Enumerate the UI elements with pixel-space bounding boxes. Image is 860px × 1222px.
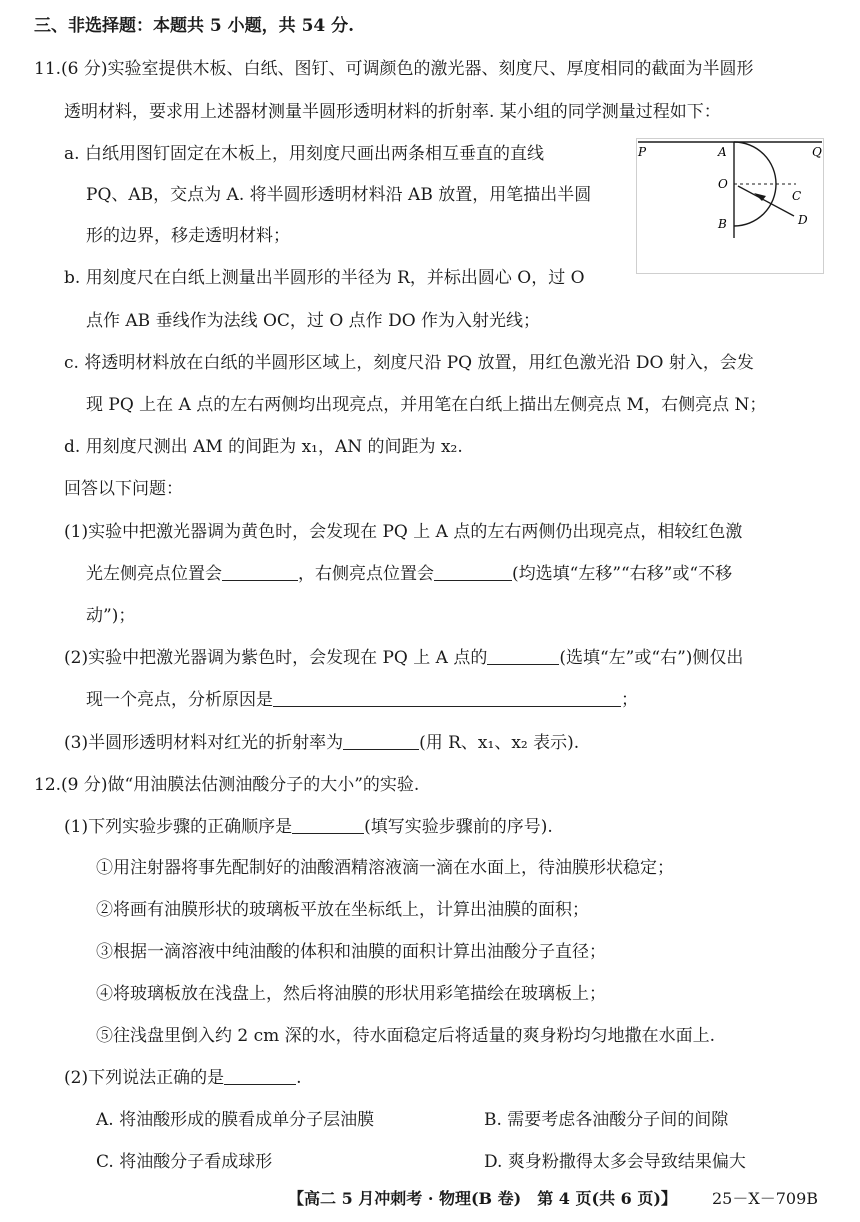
q11-sub1-line-3: 动”)； [86, 606, 136, 626]
q12-step-4: ④将玻璃板放在浅盘上，然后将油膜的形状用彩笔描绘在玻璃板上； [96, 984, 606, 1004]
q11-sub3-text-b: (用 R、x₁、x₂ 表示). [419, 733, 580, 753]
q12-sub2-blank[interactable] [224, 1066, 296, 1085]
q11-sub3-text-a: (3)半圆形透明材料对红光的折射率为 [64, 733, 344, 753]
q12-option-c: C. 将油酸分子看成球形 [96, 1152, 273, 1172]
q11-sub3-blank[interactable] [343, 731, 419, 750]
q11-step-a-line-3: 形的边界，移走透明材料； [86, 226, 290, 246]
page-code: 25－X－709B [712, 1189, 819, 1208]
label-q: Q [812, 145, 822, 159]
q12-sub2-line [64, 1066, 302, 1090]
q11-sub1-blank-1[interactable] [222, 562, 298, 581]
q11-header-text-1: 实验室提供木板、白纸、图钉、可调颜色的激光器、刻度尺、厚度相同的截面为半圆形 [107, 59, 754, 79]
q11-sub1-blank-2[interactable] [434, 562, 512, 581]
q11-sub2-text-a: (2)实验中把激光器调为紫色时，会发现在 PQ 上 A 点的 [64, 648, 488, 668]
q12-number: 12. [34, 775, 62, 795]
q11-sub3-line [64, 731, 579, 755]
q12-option-a: A. 将油酸形成的膜看成单分子层油膜 [96, 1110, 375, 1130]
q11-answer-prompt: 回答以下问题： [64, 479, 183, 499]
q11-step-d: d. 用刻度尺测出 AM 的间距为 x₁，AN 的间距为 x₂. [64, 437, 463, 457]
label-o: O [718, 177, 728, 191]
q12-step-3: ③根据一滴溶液中纯油酸的体积和油膜的面积计算出油酸分子直径； [96, 942, 606, 962]
q11-sub1-text-b: ，右侧亮点位置会 [298, 564, 434, 584]
q12-option-b: B. 需要考虑各油酸分子间的间隙 [484, 1110, 729, 1130]
q11-sub2-line-2 [86, 688, 638, 712]
q12-sub2-text-b: . [296, 1068, 302, 1088]
figure-border [637, 139, 824, 274]
label-d: D [798, 213, 808, 227]
page-footer: 【高二 5 月冲刺考 · 物理(B 卷) 第 4 页(共 6 页)】 [288, 1189, 677, 1208]
q12-sub1-text-a: (1)下列实验步骤的正确顺序是 [64, 817, 293, 837]
q11-header-line-2: 透明材料，要求用上述器材测量半圆形透明材料的折射率. 某小组的同学测量过程如下： [64, 102, 721, 122]
q11-step-a-line-2: PQ、AB，交点为 A. 将半圆形透明材料沿 AB 放置，用笔描出半圆 [86, 185, 592, 205]
section-title: 三、非选择题：本题共 5 小题，共 54 分. [34, 16, 355, 36]
q11-sub2-text-d: ； [621, 690, 638, 710]
q12-step-5: ⑤往浅盘里倒入约 2 cm 深的水，待水面稳定后将适量的爽身粉均匀地撒在水面上. [96, 1026, 716, 1046]
q11-step-a-line-1: a. 白纸用图钉固定在木板上，用刻度尺画出两条相互垂直的直线 [64, 144, 544, 164]
q11-score: (6 分) [61, 59, 108, 79]
q12-option-d: D. 爽身粉撒得太多会导致结果偏大 [484, 1152, 746, 1172]
q11-step-b-line-2: 点作 AB 垂线作为法线 OC，过 O 点作 DO 作为入射光线； [86, 311, 541, 331]
q12-step-1: ①用注射器将事先配制好的油酸酒精溶液滴一滴在水面上，待油膜形状稳定； [96, 858, 674, 878]
q11-sub1-line-2 [86, 562, 732, 586]
q12-sub2-text-a: (2)下列说法正确的是 [64, 1068, 225, 1088]
q11-step-c-line-1: c. 将透明材料放在白纸的半圆形区域上，刻度尺沿 PQ 放置，用红色激光沿 DO 射入，会发 [64, 353, 754, 373]
q12-sub1-text-b: (填写实验步骤前的序号). [364, 817, 553, 837]
q11-sub1-text-a: 光左侧亮点位置会 [86, 564, 222, 584]
q12-header [34, 773, 419, 797]
label-a: A [718, 145, 727, 159]
q11-sub2-text-c: 现一个亮点，分析原因是 [86, 690, 273, 710]
label-c: C [792, 189, 802, 203]
q11-sub2-text-b: (选填“左”或“右”)侧仅出 [559, 648, 744, 668]
q11-figure [636, 138, 824, 274]
label-p: P [638, 145, 647, 159]
q11-step-b-line-1: b. 用刻度尺在白纸上测量出半圆形的半径为 R，并标出圆心 O，过 O [64, 268, 585, 288]
q12-sub1-line [64, 815, 553, 839]
q11-sub1-line-1: (1)实验中把激光器调为黄色时，会发现在 PQ 上 A 点的左右两侧仍出现亮点，相较红色激 [64, 522, 743, 542]
q12-step-2: ②将画有油膜形状的玻璃板平放在坐标纸上，计算出油膜的面积； [96, 900, 589, 920]
q11-sub1-text-c: (均选填“左移”“右移”或“不移 [512, 564, 733, 584]
q11-header-line-1 [34, 57, 754, 81]
q11-number: 11. [34, 59, 62, 79]
q12-sub1-blank[interactable] [292, 815, 364, 834]
q11-step-c-line-2: 现 PQ 上在 A 点的左右两侧均出现亮点，并用笔在白纸上描出左侧亮点 M，右侧亮点 N； [86, 395, 767, 415]
q11-sub2-line-1 [64, 646, 743, 670]
q12-header-text: (9 分)做“用油膜法估测油酸分子的大小”的实验. [61, 775, 420, 795]
q11-sub2-blank-2[interactable] [273, 688, 621, 707]
q11-sub2-blank-1[interactable] [487, 646, 559, 665]
label-b: B [718, 217, 727, 231]
